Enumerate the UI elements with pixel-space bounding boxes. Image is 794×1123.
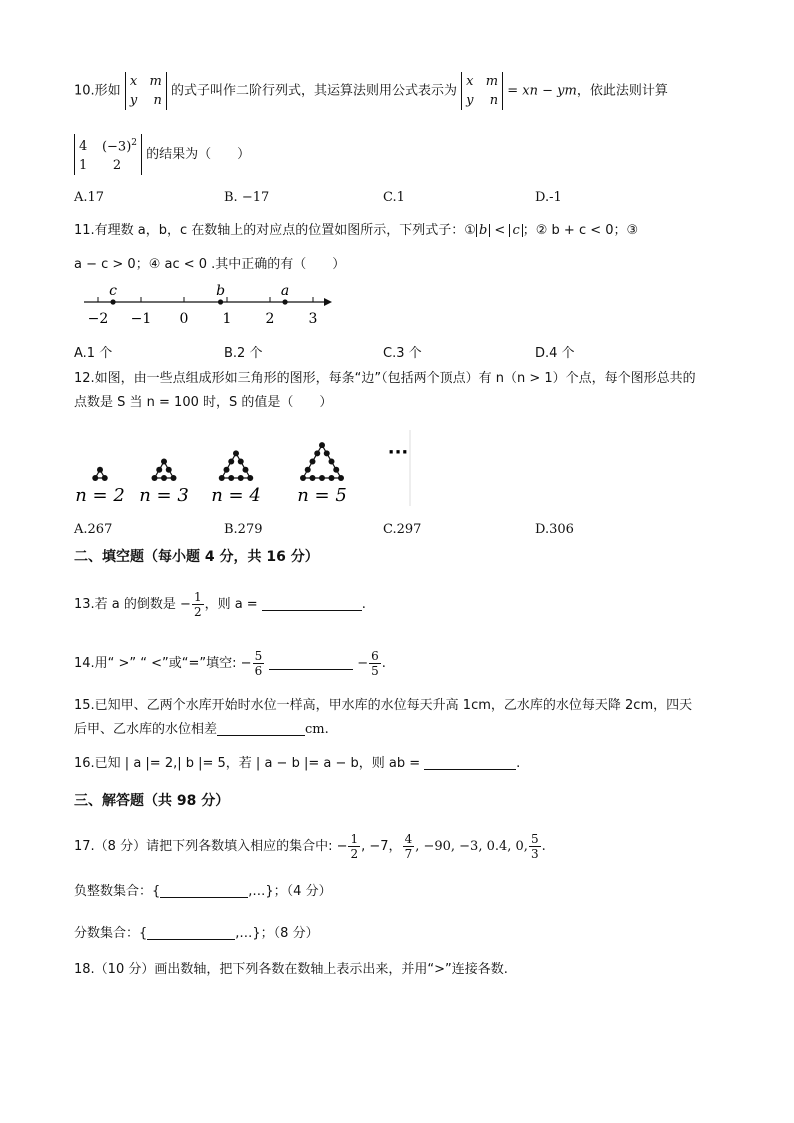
q12-options [74, 522, 714, 540]
set2-tail: ,…}；（8 分） [235, 926, 319, 941]
q13-end: . [361, 597, 366, 612]
q10-option-c[interactable]: C.1 [383, 190, 405, 205]
q15-unit: cm. [305, 722, 329, 737]
q16 [74, 755, 520, 773]
q13-mid: ，则 a = [204, 597, 258, 612]
triangle-dot [338, 475, 344, 481]
det-cell-n: n [153, 93, 162, 108]
q10-options [74, 190, 714, 208]
frac-den: 5 [371, 664, 379, 678]
triangle-dot [243, 467, 249, 473]
axis-point-label: a [280, 283, 290, 299]
q17-end: . [541, 839, 546, 854]
q13-answer-blank[interactable] [262, 596, 362, 611]
q10-determinant-formula [461, 72, 503, 110]
q12-line1: 12.如图，由一些点组成形如三角形的图形，每条“边”（包括两个顶点）有 n（n > 1）个点，每个图形总共的 [74, 371, 696, 386]
triangle-dot [305, 467, 311, 473]
axis-tick-label: −2 [87, 311, 109, 327]
q16-answer-blank[interactable] [424, 755, 516, 770]
q13-prefix: 13.若 a 的倒数是 − [74, 597, 191, 612]
abs-c: c [509, 224, 522, 237]
q11-options [74, 342, 714, 360]
number-line-figure [84, 280, 344, 327]
det-num-cell-c: 1 [79, 158, 88, 174]
det-cell-m: m [149, 74, 162, 89]
axis-point-label: c [109, 283, 117, 299]
axis-tick-label: 1 [222, 311, 232, 327]
q10-mid: 的式子叫作二阶行列式，其运算法则用公式表示为 [170, 83, 457, 99]
triangle-dot [228, 459, 234, 465]
triangle-dot [161, 475, 167, 481]
triangle-outline [303, 445, 341, 478]
set1-tail: ,…}；（4 分） [248, 884, 332, 899]
det-num-cell-b: (−3) [101, 139, 132, 155]
frac-den: 6 [254, 664, 263, 678]
axis-point [110, 299, 115, 304]
triangle-figure [75, 467, 125, 506]
det-cell-x: x [466, 74, 474, 89]
q12-option-b[interactable]: B.279 [224, 522, 263, 537]
triangle-dot [156, 467, 162, 473]
axis-tick-label: 2 [265, 311, 275, 327]
q14-fraction-2 [369, 649, 381, 678]
triangle-dot [314, 450, 320, 456]
q17-fraction-3 [529, 832, 541, 861]
q13-fraction [192, 590, 204, 619]
triangle-dot [224, 467, 230, 473]
det-cell-m: m [485, 74, 499, 89]
q11-option-b[interactable]: B.2 个 [224, 346, 263, 361]
triangle-dot [238, 459, 244, 465]
triangle-dot [319, 442, 325, 448]
frac-num: 1 [193, 590, 202, 604]
triangle-dot [329, 459, 335, 465]
triangle-figure [139, 459, 189, 506]
det-num-cell-a: 4 [79, 139, 88, 155]
axis-point-label: b [216, 283, 226, 299]
q12-option-c[interactable]: C.297 [383, 522, 422, 537]
frac-den: 2 [193, 605, 202, 619]
q16-end: . [516, 756, 521, 771]
triangle-dot-figures [76, 428, 416, 508]
q11-stem: 11.有理数 a，b，c 在数轴上的对应点的位置如图所示，下列式子：① [74, 223, 476, 238]
q13 [74, 590, 366, 619]
triangle-dot [233, 450, 239, 456]
q11-option-a[interactable]: A.1 个 [74, 346, 113, 361]
triangle-dot [219, 475, 225, 481]
q10-line2 [74, 134, 250, 175]
triangle-dot [238, 475, 244, 481]
triangle-dot [228, 475, 234, 481]
axis-tick-label: −1 [130, 311, 152, 327]
det-cell-n: n [489, 93, 499, 108]
axis-tick-label: 0 [179, 311, 189, 327]
q17-fraction-2 [403, 832, 415, 861]
triangle-dot [310, 475, 316, 481]
axis-arrow-icon [324, 298, 332, 306]
q17-set-fractions [74, 925, 319, 943]
q10-option-d[interactable]: D.-1 [535, 190, 562, 205]
q12-option-a[interactable]: A.267 [74, 522, 113, 537]
q11-option-d[interactable]: D.4 个 [535, 346, 575, 361]
q10-ask: 的结果为（ ） [146, 147, 251, 163]
triangle-dot [97, 467, 103, 473]
q15-line2 [74, 721, 329, 739]
q10-option-a[interactable]: A.17 [74, 190, 105, 205]
triangle-label: n = 4 [211, 485, 261, 506]
triangle-dot [300, 475, 306, 481]
q17-list: , −90, −3, 0.4, 0, [415, 839, 528, 854]
q17-set-negative-integers [74, 883, 332, 901]
set2-answer-blank[interactable] [147, 925, 235, 940]
q15-line1: 15.已知甲、乙两个水库开始时水位一样高，甲水库的水位每天升高 1cm，乙水库的水位每天降 2cm，四天 [74, 698, 693, 713]
triangle-dot [324, 450, 330, 456]
triangle-dot [102, 475, 108, 481]
q10-option-b[interactable]: B. −17 [224, 190, 270, 205]
triangle-figure [211, 450, 261, 506]
q14-fraction-1 [253, 649, 265, 678]
q16-text: 16.已知 | a |= 2,| b |= 5，若 | a − b |= a − b，则 ab = [74, 756, 421, 771]
axis-tick-label: 3 [308, 311, 318, 327]
q10-determinant-symbolic [125, 72, 167, 110]
q14-end: . [381, 656, 386, 671]
frac-den: 3 [530, 847, 539, 861]
triangle-outline [222, 453, 251, 478]
q10-tail: ，依此法则计算 [576, 83, 668, 99]
less-than: < [490, 223, 510, 238]
q11-line1 [74, 222, 638, 240]
q14 [74, 649, 386, 678]
q12-line2: 点数是 S 当 n = 100 时，S 的值是（ ） [74, 395, 333, 410]
det-cell-x: x [129, 74, 138, 89]
triangle-dot [319, 475, 325, 481]
q17-prefix: 17.（8 分）请把下列各数填入相应的集合中: − [74, 839, 348, 854]
q18-text: 18.（10 分）画出数轴，把下列各数在数轴上表示出来，并用“>”连接各数. [74, 962, 508, 977]
set1-label: 负整数集合：{ [74, 884, 161, 899]
frac-num: 5 [530, 832, 539, 846]
det-cell-y: y [466, 93, 474, 108]
triangle-dot [152, 475, 158, 481]
frac-num: 6 [371, 649, 379, 663]
frac-den: 2 [350, 847, 359, 861]
set2-label: 分数集合：{ [74, 926, 148, 941]
det-num-cell-d: 2 [112, 158, 122, 174]
triangle-dot [161, 459, 167, 465]
triangle-dot [329, 475, 335, 481]
triangle-dot [166, 467, 172, 473]
q10-formula: = xn − ym [507, 83, 577, 99]
q17-mid: , −7， [361, 839, 402, 854]
triangle-dot [310, 459, 316, 465]
frac-num: 1 [350, 832, 359, 846]
neg-sign: − [357, 656, 369, 671]
triangle-dot [333, 467, 339, 473]
ellipsis: ··· [387, 442, 409, 463]
q17-stem [74, 832, 546, 861]
triangle-dot [247, 475, 253, 481]
q11-cond2: ；② b + c < 0；③ [522, 223, 639, 238]
q10-line1 [74, 72, 668, 110]
q11-option-c[interactable]: C.3 个 [383, 346, 422, 361]
det-num-exponent: 2 [131, 138, 137, 148]
abs-b: b [476, 224, 490, 237]
det-cell-y: y [129, 93, 138, 108]
q15-line2-text: 后甲、乙水库的水位相差 [74, 722, 218, 737]
axis-point [218, 299, 223, 304]
axis-point [282, 299, 287, 304]
triangle-figure [297, 442, 347, 506]
section-solve-heading: 三、解答题（共 98 分） [74, 793, 230, 809]
q11-line2: a − c > 0；④ ac < 0 .其中正确的有（ ） [74, 257, 346, 272]
q12-option-d[interactable]: D.306 [535, 522, 574, 537]
triangle-label: n = 5 [297, 485, 347, 506]
q15-answer-blank[interactable] [217, 721, 305, 736]
q17-fraction-1 [348, 832, 360, 861]
q14-prefix: 14.用“ >” “ <”或“=”填空: − [74, 656, 252, 671]
section-fill-in-heading: 二、填空题（每小题 4 分，共 16 分） [74, 549, 319, 565]
q10-prefix: 10.形如 [74, 83, 121, 99]
q10-determinant-numeric [74, 134, 142, 175]
frac-num: 4 [404, 832, 413, 846]
q14-answer-blank[interactable] [269, 655, 353, 670]
frac-num: 5 [254, 649, 263, 663]
set1-answer-blank[interactable] [160, 883, 248, 898]
triangle-label: n = 3 [139, 485, 189, 506]
triangle-dot [92, 475, 98, 481]
triangle-dot [171, 475, 177, 481]
triangle-label: n = 2 [75, 485, 125, 506]
frac-den: 7 [404, 847, 413, 861]
